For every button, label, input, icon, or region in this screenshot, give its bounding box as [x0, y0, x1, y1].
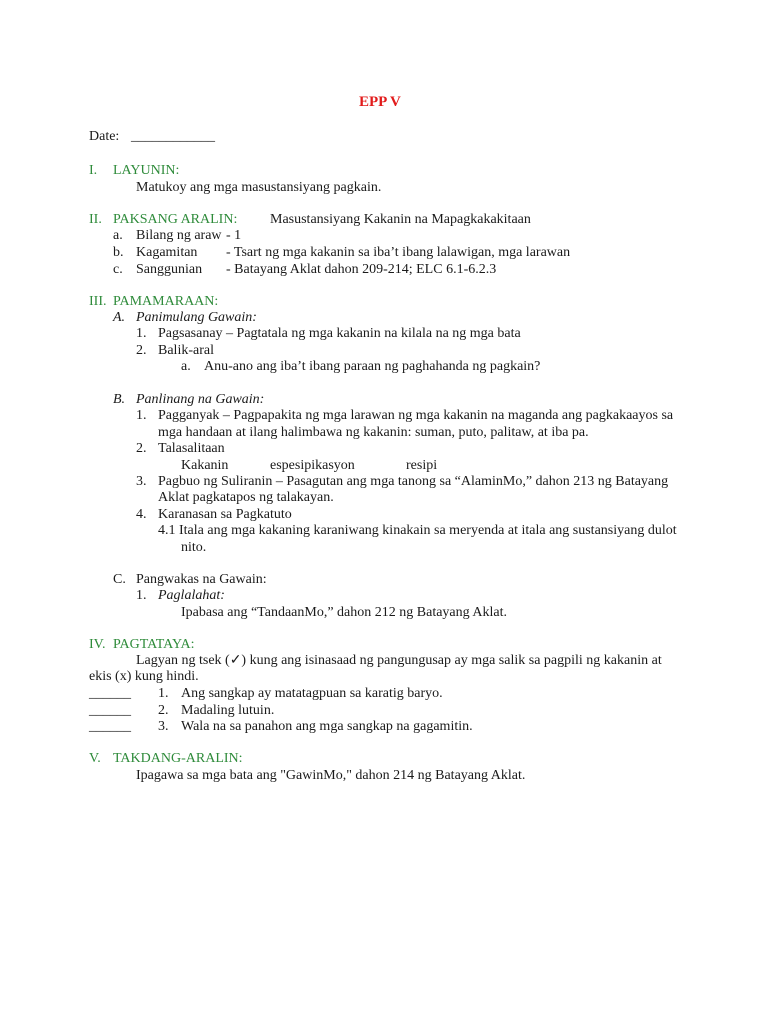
list-item-label: Sanggunian — [136, 262, 203, 277]
vocab-word: Kakanin — [181, 458, 229, 473]
section-1-number: I. — [89, 163, 98, 178]
list-item-text: Wala na sa panahon ang mga sangkap na gagamitin. — [181, 719, 473, 734]
vocab-word: resipi — [406, 458, 438, 473]
date-label: Date: — [89, 129, 120, 144]
subsection-b-letter: B. — [113, 392, 126, 407]
subsection-b-heading: Panlinang na Gawain: — [136, 392, 265, 407]
sub-item-text: Anu-ano ang iba’t ibang paraan ng paghahanda ng pagkain? — [204, 359, 541, 374]
vocab-word: espesipikasyon — [270, 458, 355, 473]
list-item-number: 1. — [136, 408, 147, 423]
list-item-text: Madaling lutuin. — [181, 703, 275, 718]
answer-blank: ______ — [89, 703, 131, 718]
date-blank: ____________ — [131, 129, 215, 144]
list-item-number: 2. — [136, 441, 147, 456]
list-item-text-cont: Aklat pagkatapos ng talakayan. — [158, 490, 334, 505]
section-1-text: Matukoy ang mga masustansiyang pagkain. — [136, 180, 382, 195]
answer-blank: ______ — [89, 719, 131, 734]
list-item-number: 1. — [136, 326, 147, 341]
subsection-a-heading: Panimulang Gawain: — [136, 310, 257, 325]
list-item-number: 2. — [158, 703, 169, 718]
list-item-number: 2. — [136, 343, 147, 358]
list-item-text: Paglalahat: — [158, 588, 225, 603]
section-5-heading: TAKDANG-ARALIN: — [113, 751, 243, 766]
section-4-instruction-cont: ekis (x) kung hindi. — [89, 669, 199, 684]
list-item-label: Kagamitan — [136, 245, 198, 260]
subsection-c-letter: C. — [113, 572, 126, 587]
list-item-value: - 1 — [226, 228, 242, 243]
list-item-value: - Tsart ng mga kakanin sa iba’t ibang lalawigan, mga larawan — [226, 245, 571, 260]
section-2-number: II. — [89, 212, 102, 227]
list-item-letter: a. — [113, 228, 123, 243]
section-4-instruction: Lagyan ng tsek (✓) kung ang isinasaad ng pangungusap ay mga salik sa pagpili ng kakanin at — [136, 653, 662, 668]
section-3-number: III. — [89, 294, 107, 309]
list-item-number: 1. — [136, 588, 147, 603]
list-item-text-cont: mga handaan at ilang halimbawa ng kakanin: suman, puto, palitaw, at iba pa. — [158, 425, 589, 440]
section-3-heading: PAMAMARAAN: — [113, 294, 219, 309]
list-item-number: 4. — [136, 507, 147, 522]
list-item-text: Pagganyak – Pagpapakita ng mga larawan ng mga kakanin na maganda ang pagkakaayos sa — [158, 408, 674, 423]
section-4-heading: PAGTATAYA: — [113, 637, 195, 652]
list-item-value: - Batayang Aklat dahon 209-214; ELC 6.1-6.2.3 — [226, 262, 497, 277]
list-item-letter: c. — [113, 262, 123, 277]
list-item-number: 1. — [158, 686, 169, 701]
sub-item-text: Ipabasa ang “TandaanMo,” dahon 212 ng Batayang Aklat. — [181, 605, 507, 620]
list-item-text: Pagsasanay – Pagtatala ng mga kakanin na kilala na ng mga bata — [158, 326, 521, 341]
list-item-number: 3. — [158, 719, 169, 734]
section-2-heading: PAKSANG ARALIN: — [113, 212, 238, 227]
list-item-letter: b. — [113, 245, 124, 260]
section-2-topic: Masustansiyang Kakanin na Mapagkakakitaan — [270, 212, 531, 227]
section-4-number: IV. — [89, 637, 106, 652]
list-item-text: Balik-aral — [158, 343, 214, 358]
list-item-number: 3. — [136, 474, 147, 489]
sub-item-text: 4.1 Itala ang mga kakaning karaniwang kinakain sa meryenda at itala ang sustansiyang dulot — [158, 523, 677, 538]
list-item-label: Bilang ng araw — [136, 228, 222, 243]
sub-item-letter: a. — [181, 359, 191, 374]
section-1-heading: LAYUNIN: — [113, 163, 180, 178]
page-title: EPP V — [359, 94, 401, 110]
list-item-text: Talasalitaan — [158, 441, 225, 456]
list-item-text: Pagbuo ng Suliranin – Pasagutan ang mga tanong sa “AlaminMo,” dahon 213 ng Batayang — [158, 474, 669, 489]
sub-item-text-cont: nito. — [181, 540, 207, 555]
list-item-text: Ang sangkap ay matatagpuan sa karatig baryo. — [181, 686, 443, 701]
list-item-text: Karanasan sa Pagkatuto — [158, 507, 292, 522]
answer-blank: ______ — [89, 686, 131, 701]
subsection-a-letter: A. — [113, 310, 126, 325]
section-5-number: V. — [89, 751, 101, 766]
section-5-text: Ipagawa sa mga bata ang "GawinMo," dahon 214 ng Batayang Aklat. — [136, 768, 526, 783]
subsection-c-heading: Pangwakas na Gawain: — [136, 572, 267, 587]
